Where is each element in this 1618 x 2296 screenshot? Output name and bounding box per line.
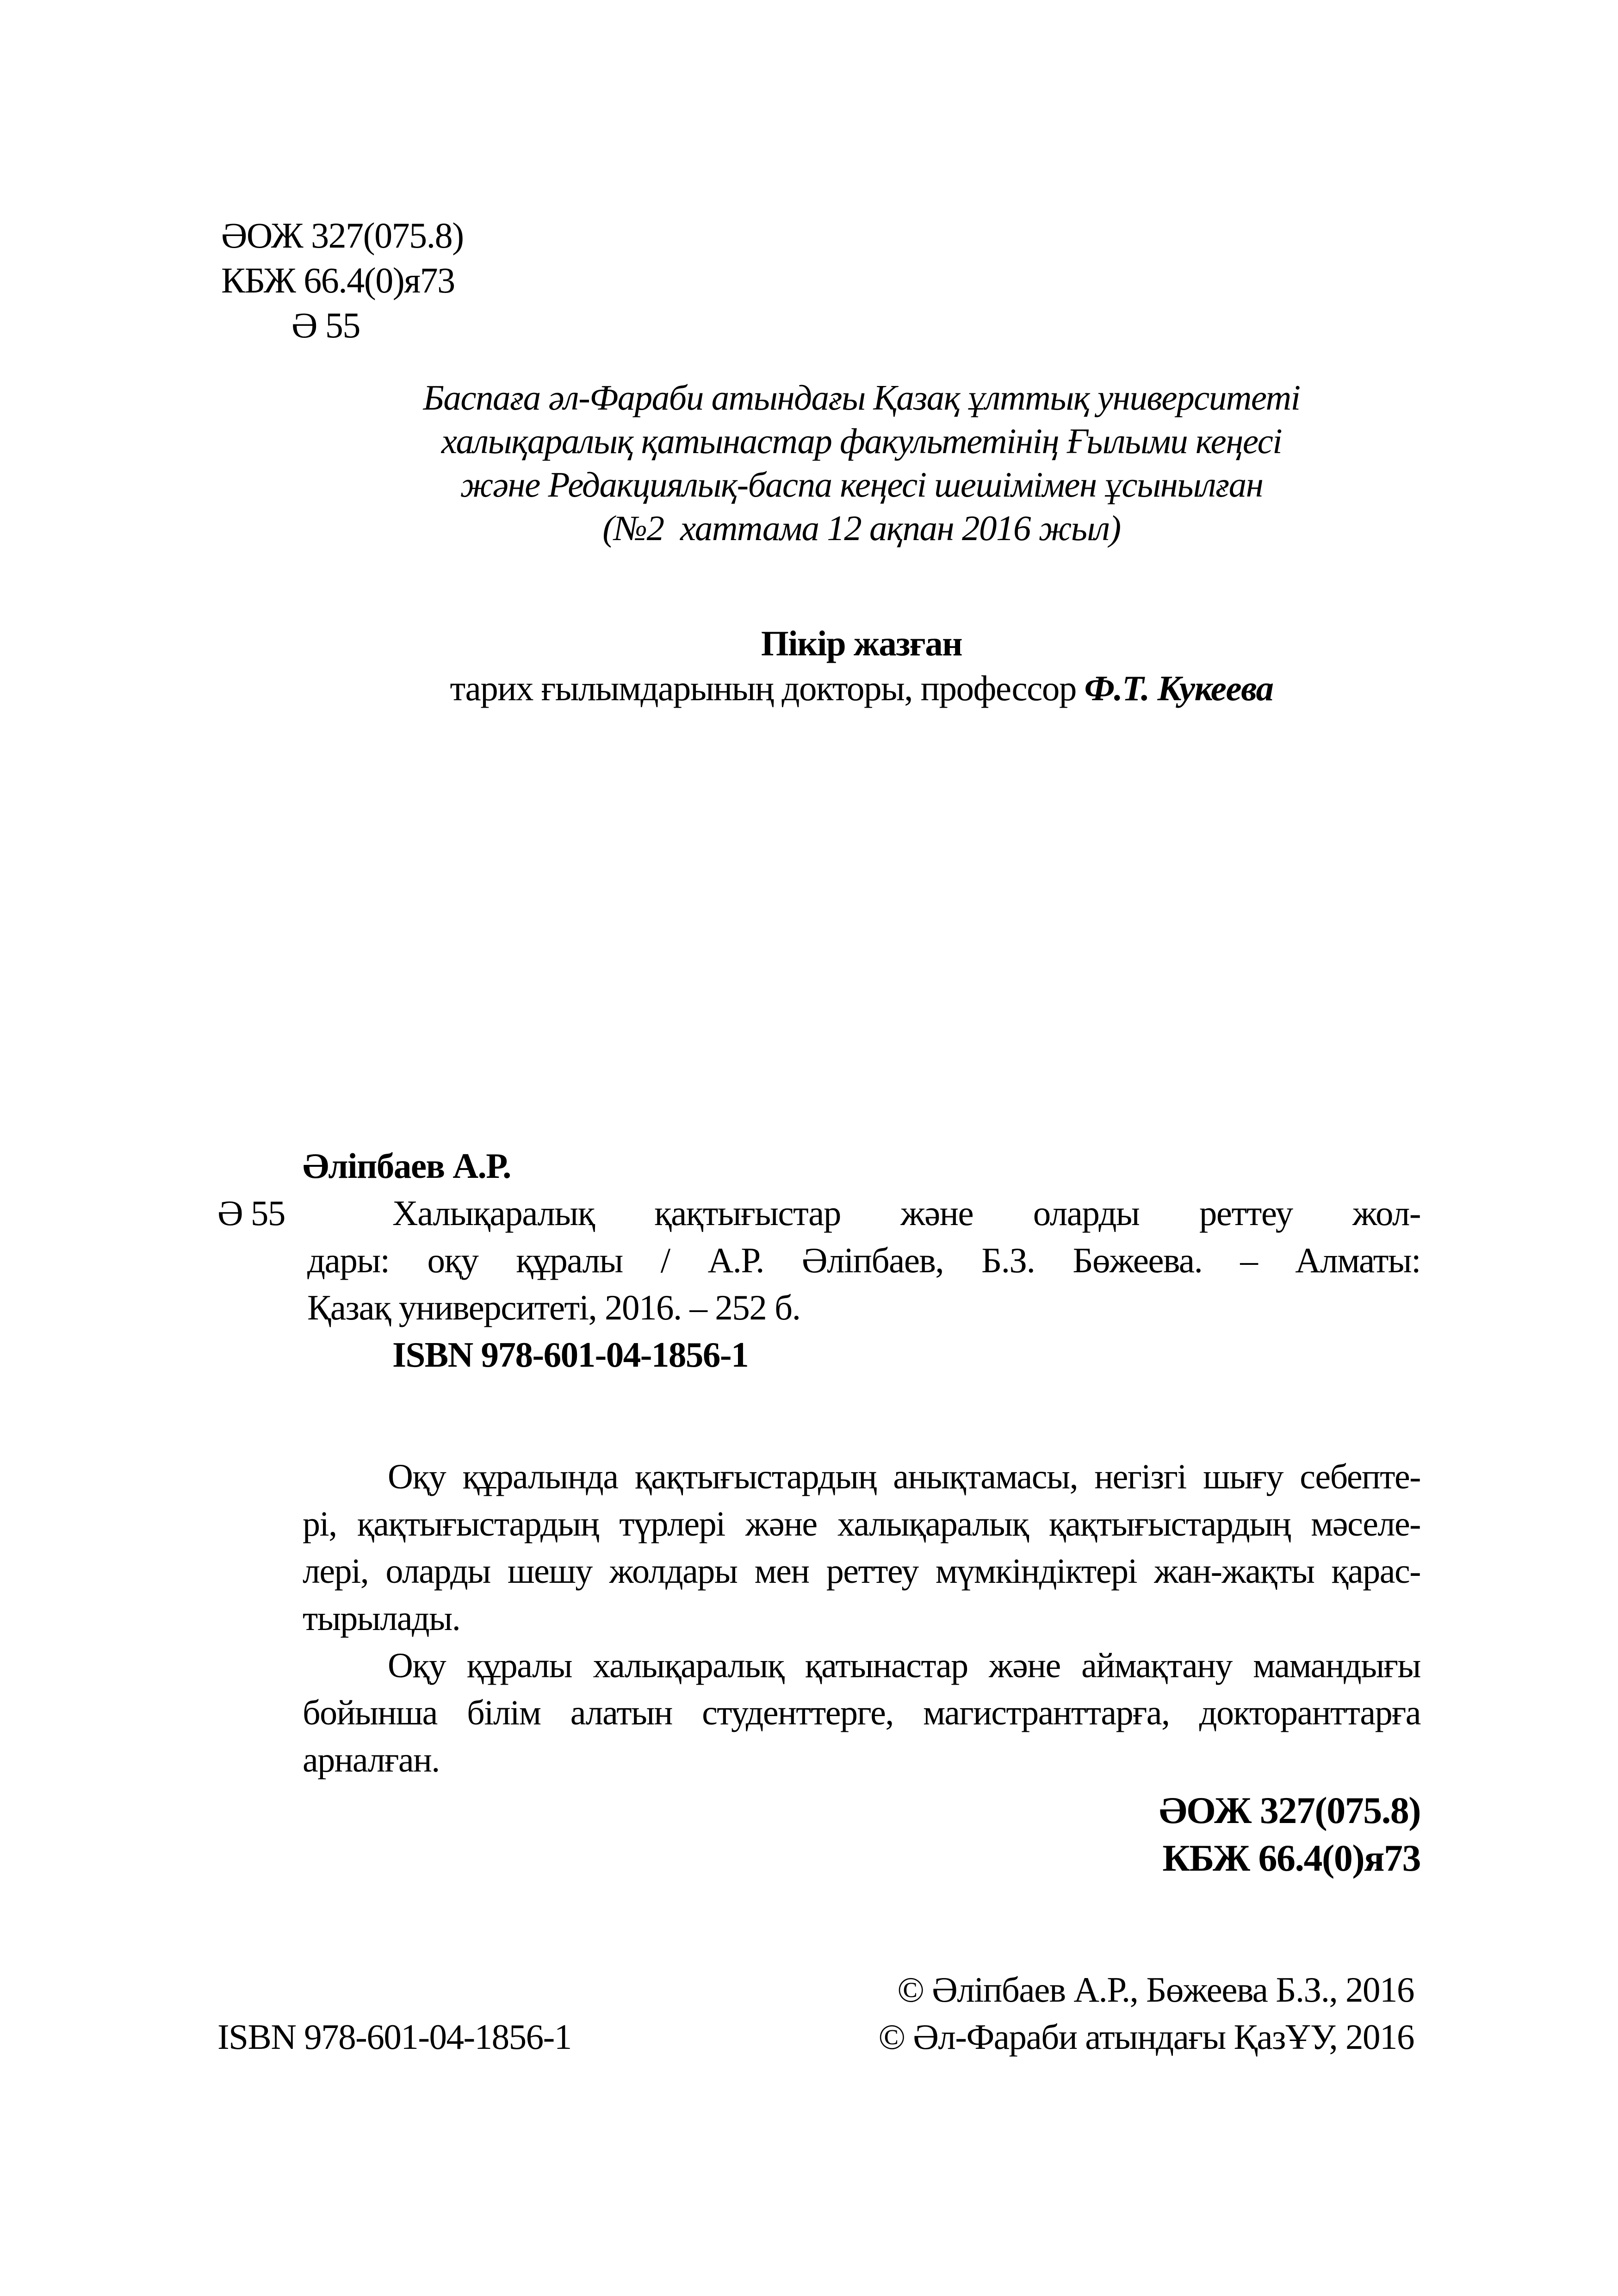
reviewer-name: Ф.Т. Кукеева: [1084, 668, 1273, 708]
classification-codes-bottom: [303, 1786, 1420, 1882]
reviewer-line: [303, 666, 1420, 711]
annotation-line: лері, оларды шешу жолдары мен реттеу мүмкіндіктері жан-жақты қарас-: [303, 1552, 1420, 1591]
annotation-line: тырылады.: [303, 1599, 460, 1638]
annotation-line: Оқу құралы халықаралық қатынастар және аймақтану мамандығы: [388, 1646, 1420, 1685]
annotation-line: рі, қақтығыстардың түрлері және халықаралық қақтығыстардың мәселе-: [303, 1505, 1420, 1543]
approval-line: және Редакциялық-баспа кеңесі шешімімен ұсынылған: [460, 465, 1263, 504]
udc-code-bold: ӘОЖ 327(075.8): [1159, 1789, 1420, 1831]
cataloging-title-text: Халықаралық қақтығыстар және оларды реттеу жол-: [392, 1193, 1420, 1233]
cataloging-author: Әліпбаев А.Р.: [303, 1146, 511, 1186]
cataloging-block: [217, 1142, 1420, 1378]
reviewer-description: тарих ғылымдарының докторы, профессор: [450, 668, 1085, 708]
reviewer-heading: Пікір жазған: [761, 623, 962, 663]
approval-line: (№2 хаттама 12 ақпан 2016 жыл): [602, 508, 1121, 548]
lbc-code-bold: КБЖ 66.4(0)я73: [1162, 1837, 1420, 1879]
annotation-line: бойынша білім алатын студенттерге, магистранттарға, докторанттарға: [303, 1693, 1420, 1732]
udc-code: ӘОЖ 327(075.8): [221, 215, 464, 255]
cataloging-title-line: Қазақ университеті, 2016. – 252 б.: [307, 1288, 800, 1327]
author-sign-code: Ә 55: [291, 305, 360, 345]
approval-line: Баспаға әл-Фараби атындағы Қазақ ұлттық университеті: [423, 378, 1300, 417]
cataloging-isbn: ISBN 978-601-04-1856-1: [392, 1335, 749, 1375]
copyright-authors: © Әліпбаев А.Р., Бөжеева Б.З., 2016: [897, 1970, 1414, 2010]
cataloging-title-line: [217, 1189, 1420, 1237]
annotation-block: [303, 1453, 1420, 1784]
annotation-line: арналған.: [303, 1741, 440, 1780]
classification-codes-top: [221, 213, 464, 348]
annotation-line: Оқу құралында қақтығыстардың анықтамасы, негізгі шығу себепте-: [388, 1457, 1420, 1496]
footer-isbn-row: [217, 2013, 1414, 2060]
cataloging-title-line: дары: оқу құралы / А.Р. Әліпбаев, Б.З. Бөжеева. – Алматы:: [307, 1240, 1420, 1280]
reviewer-block: [303, 621, 1420, 711]
footer-isbn: ISBN 978-601-04-1856-1: [217, 2017, 571, 2057]
approval-line: халықаралық қатынастар факультетінің Ғылыми кеңесі: [441, 421, 1282, 461]
copyright-university: © Әл-Фараби атындағы ҚазҰУ, 2016: [878, 2017, 1414, 2057]
lbc-code: КБЖ 66.4(0)я73: [221, 260, 455, 300]
cataloging-author-sign: Ә 55: [217, 1193, 285, 1233]
approval-statement: [303, 376, 1420, 550]
